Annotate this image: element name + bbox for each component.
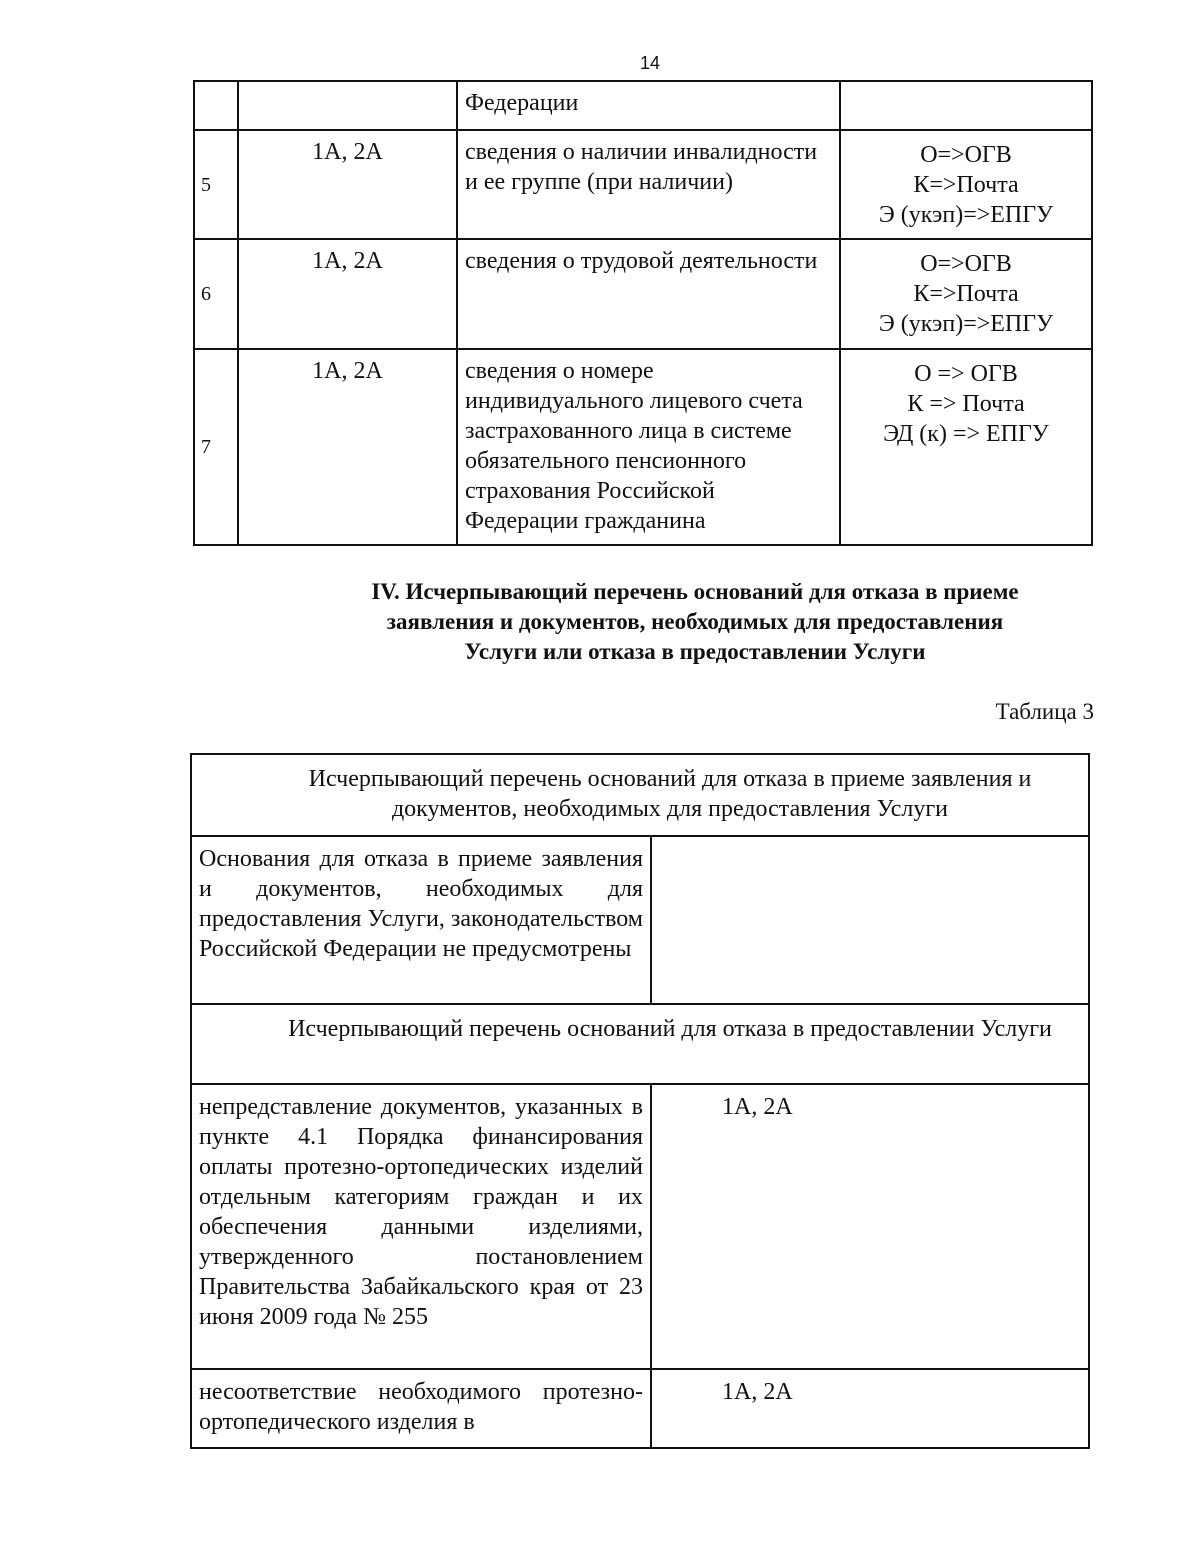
- refusal-ground-text: несоответствие необходимого протезно-ортопедического изделия в: [191, 1369, 651, 1448]
- document-description: сведения о наличии инвалидности и ее группе (при наличии): [457, 130, 840, 239]
- document-description: Федерации: [457, 81, 840, 130]
- applicant-codes: 1А, 2А: [651, 1084, 1089, 1369]
- row-number: 5: [194, 130, 238, 239]
- refusal-ground-text: Основания для отказа в приеме заявления и документов, необходимых для предоставления Услуги, законодательством Российской Федерации не предусмотрены: [191, 836, 651, 1004]
- refusal-grounds-table: [190, 753, 1090, 1449]
- table-caption: Таблица 3: [995, 699, 1094, 724]
- table-row: [191, 754, 1089, 836]
- applicant-codes: [651, 836, 1089, 1004]
- table-row: [191, 1369, 1089, 1448]
- table-row: [194, 130, 1092, 239]
- document-description: сведения о номере индивидуального лицевого счета застрахованного лица в системе обязательного пенсионного страхования Российской Федерации гражданина: [457, 349, 840, 545]
- page-number: 14: [639, 53, 661, 73]
- submission-methods: [840, 81, 1092, 130]
- section-heading: IV. Исчерпывающий перечень оснований для отказа в приеме заявления и документов, необходимых для предоставления Услуги или отказа в предоставлении Услуги: [371, 579, 1019, 664]
- document-description: сведения о трудовой деятельности: [457, 239, 840, 349]
- table-row: [194, 239, 1092, 349]
- table-row: [191, 1004, 1089, 1084]
- applicant-codes: 1А, 2А: [238, 130, 457, 239]
- submission-methods: О=>ОГВ К=>Почта Э (укэп)=>ЕПГУ: [840, 239, 1092, 349]
- applicant-codes: [238, 81, 457, 130]
- applicant-codes: 1А, 2А: [651, 1369, 1089, 1448]
- row-number: [194, 81, 238, 130]
- submission-methods: О => ОГВ К => Почта ЭД (к) => ЕПГУ: [840, 349, 1092, 545]
- table-row: [194, 349, 1092, 545]
- table-section-header: Исчерпывающий перечень оснований для отказа в предоставлении Услуги: [191, 1004, 1089, 1084]
- row-number: 6: [194, 239, 238, 349]
- row-number: 7: [194, 349, 238, 545]
- applicant-codes: 1А, 2А: [238, 349, 457, 545]
- table-row: [194, 81, 1092, 130]
- documents-table: [193, 80, 1093, 546]
- submission-methods: О=>ОГВ К=>Почта Э (укэп)=>ЕПГУ: [840, 130, 1092, 239]
- table-section-header: Исчерпывающий перечень оснований для отказа в приеме заявления и документов, необходимых для предоставления Услуги: [191, 754, 1089, 836]
- refusal-ground-text: непредставление документов, указанных в пункте 4.1 Порядка финансирования оплаты протезно-ортопедических изделий отдельным категориям граждан и их обеспечения данными изделиями, утвержденного постановлением Правительства Забайкальского края от 23 июня 2009 года № 255: [191, 1084, 651, 1369]
- applicant-codes: 1А, 2А: [238, 239, 457, 349]
- table-row: [191, 1084, 1089, 1369]
- table-row: [191, 836, 1089, 1004]
